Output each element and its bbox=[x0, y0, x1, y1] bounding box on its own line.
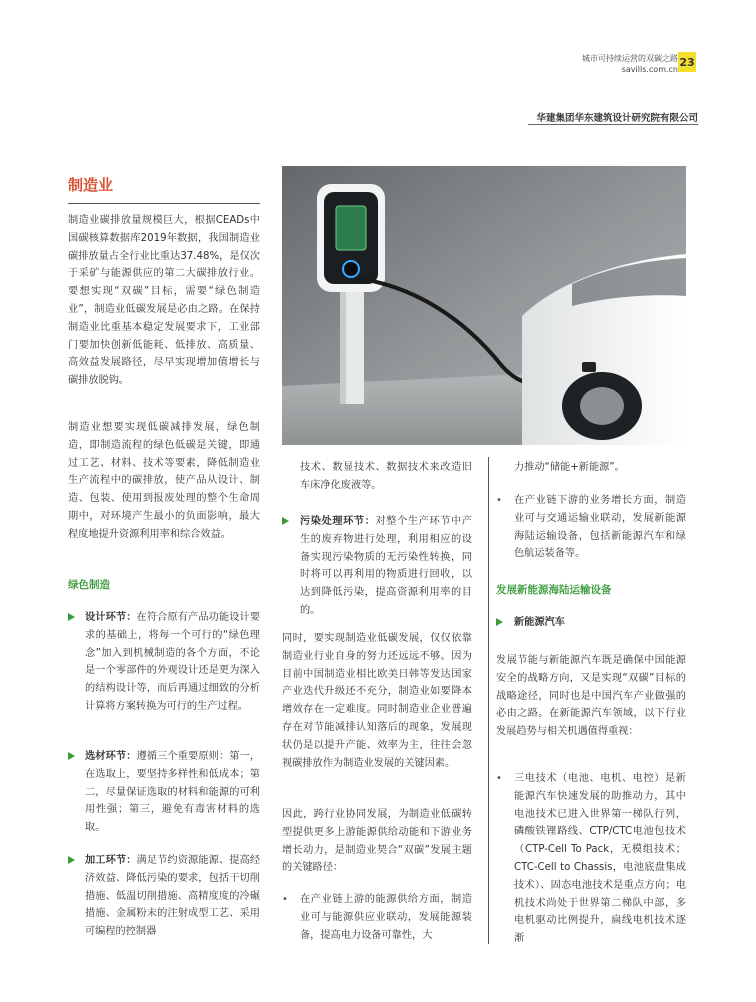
green-manufacturing-paragraph: 制造业想要实现低碳减排发展，绿色制造，即制造流程的绿色低碳是关键，即通过工艺、材料、技术等要素，降低制造业生产流程中的碳排放，使产品从设计、制造、包装、使用到报废处理的整个生命周期中，对环境产生最小的负面影响，最大程度地提升资源利用率和综合效益。 bbox=[68, 422, 260, 540]
bullet-nev bbox=[496, 614, 686, 632]
middle-continuation: 技术、数显技术、数据技术来改造旧车床净化废液等。 bbox=[300, 462, 472, 491]
triangle-bullet-icon bbox=[68, 752, 75, 760]
header-site: savills.com.cn bbox=[621, 65, 678, 74]
bullet-processing-text: 满足节约资源能源、提高经济效益、降低污染的要求，包括干切削措施、低温切削措施、高精度度的冷碾措施、金属粉末的注射成型工艺、采用可编程的控制器 bbox=[85, 855, 261, 938]
header-rule bbox=[528, 124, 698, 125]
dot-downstream-text: 在产业链下游的业务增长方面，制造业可与交通运输业联动，发展新能源海陆运输设备，包括新能源汽车和绿色航运装备等。 bbox=[514, 495, 686, 560]
bullet-material-title: 选材环节： bbox=[85, 751, 137, 762]
intro-paragraph: 制造业碳排放量规模巨大，根据CEADs中国碳核算数据库2019年数据，我国制造业碳排放量占全行业比重达37.48%，是仅次于采矿与能源供应的第二大碳排放行业。要想实现“双碳”目标，需要“绿色制造业”，制造业低碳发展是必由之路。在保持制造业比重基本稳定发展要求下，工业部门要加快创新低能耗、低排放、高质量、高效益发展路径，尽早实现增加值增长与碳排放脱钩。 bbox=[68, 215, 260, 387]
dot-bullet-icon: • bbox=[282, 894, 288, 905]
bullet-processing bbox=[68, 852, 260, 941]
bullet-design-text: 在符合原有产品功能设计要求的基础上，将每一个可行的“绿色理念”加入到机械制造的各个方面，不论是一个零部件的外观设计还是更为深入的结构设计等，而后再通过细致的分析计算将方案转换为可行的生产过程。 bbox=[85, 612, 261, 712]
header-organization: 华建集团华东建筑设计研究院有限公司 bbox=[536, 113, 698, 124]
dot-bullet-icon: • bbox=[496, 773, 502, 784]
triangle-bullet-icon bbox=[282, 517, 289, 525]
bullet-material bbox=[68, 748, 260, 837]
bullet-processing-title: 加工环节： bbox=[85, 855, 137, 866]
triangle-bullet-icon bbox=[68, 856, 75, 864]
bullet-design bbox=[68, 609, 260, 716]
ev-charging-photo bbox=[282, 166, 686, 445]
bullet-material-text: 遵循三个重要原则：第一，在选取上，要坚持多样性和低成本；第二，尽量保证选取的材料和能源的可利用性强；第三，避免有毒害材料的选取。 bbox=[85, 751, 261, 834]
middle-paragraph-1: 同时，要实现制造业低碳发展，仅仅依靠制造业行业自身的努力还远远不够。因为目前中国制造业相比欧美日韩等发达国家产业迭代升级还不充分，制造业如要降本增效存在一定难度。同时制造业企业普遍存在对节能减排认知落后的现象，发展现状仍是以提升产能、效率为主，往往会忽视碳排放作为制造业发展的关键因素。 bbox=[282, 633, 472, 769]
right-continuation: 力推动“储能+新能源”。 bbox=[514, 462, 625, 473]
triangle-bullet-icon bbox=[496, 618, 503, 626]
header-subtitle: 城市可持续运营的双碳之路 bbox=[582, 54, 678, 63]
triangle-bullet-icon bbox=[68, 613, 75, 621]
page-number-badge: 23 bbox=[678, 52, 696, 72]
dot-upstream bbox=[282, 891, 472, 944]
dot-downstream bbox=[496, 492, 686, 563]
middle-paragraph-2: 因此，跨行业协同发展，为制造业低碳转型提供更多上游能源供给动能和下游业务增长动力，是制造业契合“双碳”发展主题的关键路径： bbox=[282, 809, 472, 874]
nev-paragraph: 发展节能与新能源汽车既是确保中国能源安全的战略方向，又是实现“双碳”目标的战略途径，同时也是中国汽车产业做强的必由之路。在新能源汽车领域，以下行业发展趋势与相关机遇值得重视： bbox=[496, 655, 686, 738]
bullet-pollution-title: 污染处理环节： bbox=[300, 516, 376, 527]
column-divider bbox=[488, 457, 489, 944]
section-title: 制造业 bbox=[68, 174, 260, 204]
bullet-nev-title: 新能源汽车 bbox=[514, 617, 565, 628]
dot-three-electric bbox=[496, 770, 686, 948]
bullet-pollution bbox=[282, 513, 472, 620]
green-manufacturing-heading: 绿色制造 bbox=[68, 579, 110, 591]
dot-bullet-icon: • bbox=[496, 495, 502, 506]
bullet-pollution-text: 对整个生产环节中产生的废弃物进行处理，利用相应的设备实现污染物质的无污染性转换，同时将可以再利用的物质进行回收，以达到降低污染，提高资源利用率的目的。 bbox=[300, 516, 473, 616]
dot-upstream-text: 在产业链上游的能源供给方面，制造业可与能源供应业联动，发展能源装备，提高电力设备可靠性，大 bbox=[300, 894, 472, 941]
new-energy-transport-heading: 发展新能源海陆运输设备 bbox=[496, 584, 612, 596]
dot-three-electric-text: 三电技术（电池、电机、电控）是新能源汽车快速发展的助推动力，其中电池技术已进入世界第一梯队行列，磷酸铁锂路线、CTP/CTC电池包技术（CTP-Cell To Pack，无模组技术；CTC-Cell to Chassis，电池底盘集成技术）、固态电池技术是重点方向；电机技术尚处于世界第二梯队中部，多电机驱动比例提升，扁线电机技术逐渐 bbox=[514, 773, 686, 945]
bullet-design-title: 设计环节： bbox=[85, 612, 137, 623]
